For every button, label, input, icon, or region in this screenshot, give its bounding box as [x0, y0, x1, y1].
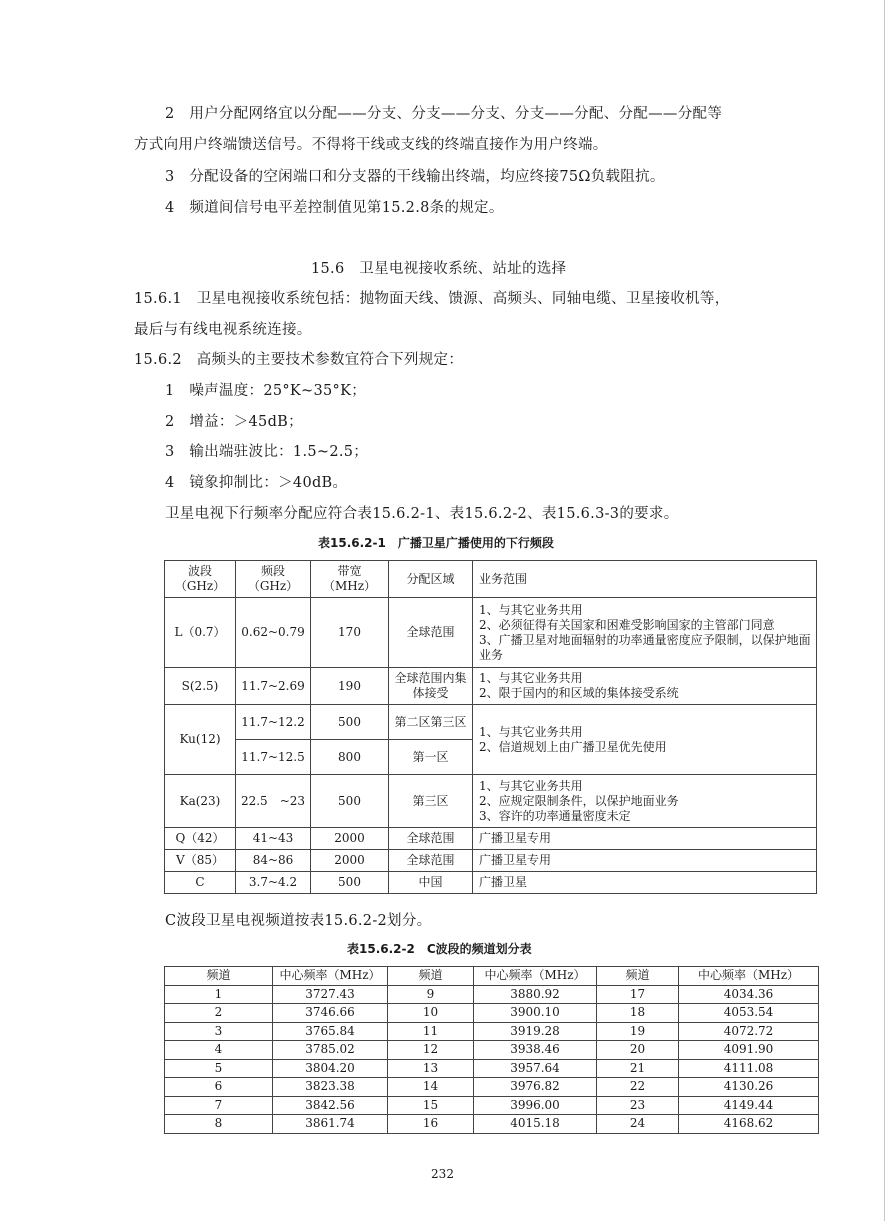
cell-center-frequency: 3804.20 [273, 1059, 388, 1078]
table-row [165, 775, 817, 828]
cell-region: 第二区第三区 [389, 705, 473, 740]
table-2-caption: 表15.6.2-2 C波段的频道划分表 [347, 942, 532, 956]
section-heading: 15.6 卫星电视接收系统、站址的选择 [311, 261, 567, 277]
cell-center-frequency: 3976.82 [474, 1078, 597, 1097]
scope-line: 3、广播卫星对地面辐射的功率通量密度应予限制，以保护地面业务 [479, 632, 811, 662]
cell-center-frequency: 3900.10 [474, 1004, 597, 1023]
table-row [165, 1059, 819, 1078]
paragraph-2-line-1: 2 用户分配网络宜以分配——分支、分支——分支、分支——分配、分配——分配等 [165, 106, 723, 122]
cell-region: 第一区 [389, 740, 473, 775]
cell-channel: 15 [388, 1096, 474, 1115]
clause-15-6-2: 15.6.2 高频头的主要技术参数宜符合下列规定： [134, 352, 464, 368]
scope-line: 3、容许的功率通量密度未定 [479, 808, 631, 823]
cell-band: Ku(12) [165, 705, 236, 775]
table-row [165, 668, 817, 705]
cell-region: 第三区 [389, 775, 473, 828]
cell-bandwidth: 2000 [311, 850, 389, 872]
cell-scope: 广播卫星专用 [473, 850, 817, 872]
cell-channel: 9 [388, 985, 474, 1004]
list-item-3: 3 输出端驻波比：1.5~2.5； [165, 444, 369, 460]
cell-bandwidth: 190 [311, 668, 389, 705]
cell-frequency: 11.7~12.2 [236, 705, 311, 740]
cell-center-frequency: 4111.08 [679, 1059, 819, 1078]
list-item-1: 1 噪声温度：25°K~35°K； [165, 383, 367, 399]
cell-bandwidth: 500 [311, 705, 389, 740]
cell-channel: 24 [597, 1115, 679, 1134]
table-row [165, 1022, 819, 1041]
cell-center-frequency: 3842.56 [273, 1096, 388, 1115]
scope-line: 1、与其它业务共用 [479, 671, 583, 685]
cell-channel: 16 [388, 1115, 474, 1134]
cell-channel: 14 [388, 1078, 474, 1097]
header-channel: 频道 [165, 967, 273, 986]
cell-center-frequency: 4015.18 [474, 1115, 597, 1134]
list-item-4: 4 镜象抑制比：＞40dB。 [165, 475, 348, 491]
cell-scope [473, 668, 817, 705]
cell-center-frequency: 3765.84 [273, 1022, 388, 1041]
scope-line: 2、必须征得有关国家和困难受影响国家的主管部门同意 [479, 617, 775, 632]
table-row [165, 1096, 819, 1115]
table-row [165, 705, 817, 740]
scope-line: 1、与其它业务共用 [479, 602, 583, 617]
cell-channel: 11 [388, 1022, 474, 1041]
cell-channel: 1 [165, 985, 273, 1004]
cell-channel: 5 [165, 1059, 273, 1078]
cell-region: 全球范围 [389, 850, 473, 872]
cell-channel: 13 [388, 1059, 474, 1078]
cell-region: 全球范围 [389, 828, 473, 850]
cell-scope: 广播卫星专用 [473, 828, 817, 850]
table-row [165, 598, 817, 668]
header-region: 分配区域 [389, 561, 473, 598]
header-center-frequency: 中心频率（MHz） [273, 967, 388, 986]
paragraph-4: 4 频道间信号电平差控制值见第15.2.8条的规定。 [165, 200, 504, 216]
cell-region: 全球范围 [389, 598, 473, 668]
scope-line: 2、限于国内的和区域的集体接受系统 [479, 686, 679, 700]
cell-center-frequency: 4130.26 [679, 1078, 819, 1097]
cell-region: 全球范围内集体接受 [389, 668, 473, 705]
downlink-note: 卫星电视下行频率分配应符合表15.6.2-1、表15.6.2-2、表15.6.3-3的要求。 [165, 506, 679, 522]
cell-scope [473, 775, 817, 828]
cell-center-frequency: 4091.90 [679, 1041, 819, 1060]
cell-bandwidth: 500 [311, 872, 389, 894]
cell-channel: 6 [165, 1078, 273, 1097]
cband-note: C波段卫星电视频道按表15.6.2-2划分。 [165, 913, 432, 929]
cell-channel: 18 [597, 1004, 679, 1023]
table-row [165, 828, 817, 850]
cell-channel: 23 [597, 1096, 679, 1115]
cell-channel: 8 [165, 1115, 273, 1134]
cell-bandwidth: 800 [311, 740, 389, 775]
cband-channel-table [164, 966, 819, 1134]
cell-center-frequency: 3785.02 [273, 1041, 388, 1060]
cell-channel: 7 [165, 1096, 273, 1115]
scope-line: 1、与其它业务共用 [479, 778, 583, 793]
cell-frequency: 11.7~12.5 [236, 740, 311, 775]
cell-center-frequency: 3861.74 [273, 1115, 388, 1134]
table-row [165, 850, 817, 872]
cell-frequency: 41~43 [236, 828, 311, 850]
cell-frequency: 3.7~4.2 [236, 872, 311, 894]
cell-scope: 广播卫星 [473, 872, 817, 894]
cell-scope [473, 598, 817, 668]
cell-center-frequency: 3727.43 [273, 985, 388, 1004]
cell-channel: 21 [597, 1059, 679, 1078]
cell-band: Q（42） [165, 828, 236, 850]
table-row [165, 1078, 819, 1097]
cell-center-frequency: 4072.72 [679, 1022, 819, 1041]
scope-line: 2、应规定限制条件，以保护地面业务 [479, 793, 679, 808]
cell-center-frequency: 3996.00 [474, 1096, 597, 1115]
scope-line: 1、与其它业务共用 [479, 724, 583, 739]
cell-channel: 22 [597, 1078, 679, 1097]
cell-band: Ka(23) [165, 775, 236, 828]
cell-frequency: 11.7~2.69 [236, 668, 311, 705]
header-scope: 业务范围 [473, 561, 817, 598]
table-row [165, 1004, 819, 1023]
scope-line: 2、信道规划上由广播卫星优先使用 [479, 739, 667, 754]
cell-band: V（85） [165, 850, 236, 872]
header-center-frequency: 中心频率（MHz） [474, 967, 597, 986]
table-1-caption: 表15.6.2-1 广播卫星广播使用的下行频段 [318, 536, 554, 550]
cell-bandwidth: 170 [311, 598, 389, 668]
cell-band: S(2.5) [165, 668, 236, 705]
cell-channel: 20 [597, 1041, 679, 1060]
table-row [165, 872, 817, 894]
table-row [165, 1041, 819, 1060]
cell-channel: 4 [165, 1041, 273, 1060]
cell-center-frequency: 3746.66 [273, 1004, 388, 1023]
downlink-band-table [164, 560, 817, 894]
table-1-header-row [165, 561, 817, 598]
cell-scope [473, 705, 817, 775]
cell-bandwidth: 500 [311, 775, 389, 828]
cell-band: L（0.7） [165, 598, 236, 668]
paragraph-2-line-2: 方式向用户终端馈送信号。不得将干线或支线的终端直接作为用户终端。 [134, 137, 608, 153]
cell-center-frequency: 3823.38 [273, 1078, 388, 1097]
cell-frequency: 22.5 ~23 [236, 775, 311, 828]
cell-channel: 19 [597, 1022, 679, 1041]
clause-15-6-1-line-1: 15.6.1 卫星电视接收系统包括：抛物面天线、馈源、高频头、同轴电缆、卫星接收机等， [134, 291, 730, 307]
list-item-2: 2 增益：＞45dB； [165, 414, 303, 430]
page-number: 232 [431, 1167, 454, 1181]
header-channel: 频道 [388, 967, 474, 986]
header-channel: 频道 [597, 967, 679, 986]
cell-center-frequency: 3919.28 [474, 1022, 597, 1041]
cell-center-frequency: 3938.46 [474, 1041, 597, 1060]
cell-channel: 12 [388, 1041, 474, 1060]
cell-bandwidth: 2000 [311, 828, 389, 850]
cell-center-frequency: 4034.36 [679, 985, 819, 1004]
table-row [165, 1115, 819, 1134]
cell-center-frequency: 3957.64 [474, 1059, 597, 1078]
header-band: 波段（GHz） [165, 561, 236, 598]
clause-15-6-1-line-2: 最后与有线电视系统连接。 [134, 322, 312, 338]
cell-channel: 17 [597, 985, 679, 1004]
cell-channel: 3 [165, 1022, 273, 1041]
cell-center-frequency: 4149.44 [679, 1096, 819, 1115]
table-row [165, 985, 819, 1004]
cell-center-frequency: 4168.62 [679, 1115, 819, 1134]
cell-center-frequency: 4053.54 [679, 1004, 819, 1023]
header-center-frequency: 中心频率（MHz） [679, 967, 819, 986]
cell-channel: 10 [388, 1004, 474, 1023]
cell-channel: 2 [165, 1004, 273, 1023]
header-frequency: 频段（GHz） [236, 561, 311, 598]
cell-region: 中国 [389, 872, 473, 894]
paragraph-3: 3 分配设备的空闲端口和分支器的干线输出终端，均应终接75Ω负载阻抗。 [165, 169, 665, 185]
header-bandwidth: 带宽（MHz） [311, 561, 389, 598]
cell-band: C [165, 872, 236, 894]
cell-frequency: 84~86 [236, 850, 311, 872]
cell-center-frequency: 3880.92 [474, 985, 597, 1004]
table-2-header-row [165, 967, 819, 986]
cell-frequency: 0.62~0.79 [236, 598, 311, 668]
